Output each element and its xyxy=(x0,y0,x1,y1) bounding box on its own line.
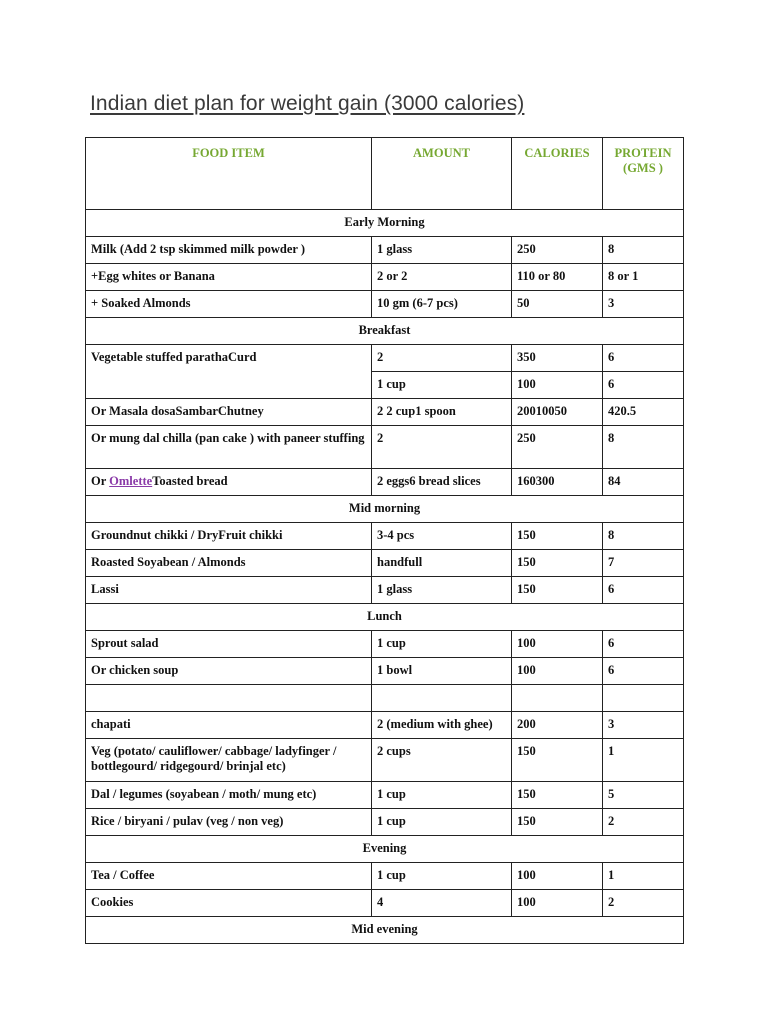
protein-cell: 2 xyxy=(603,890,684,917)
empty-row xyxy=(86,685,684,712)
header-row xyxy=(86,138,684,210)
protein-cell: 6 xyxy=(603,577,684,604)
amount-cell: 1 glass xyxy=(372,577,512,604)
amount-cell: 2 xyxy=(372,426,512,469)
food-cell: Roasted Soyabean / Almonds xyxy=(86,550,372,577)
protein-cell: 420.5 xyxy=(603,399,684,426)
table-row xyxy=(86,809,684,836)
protein-cell: 6 xyxy=(603,345,684,372)
amount-cell: 3-4 pcs xyxy=(372,523,512,550)
food-cell: Tea / Coffee xyxy=(86,863,372,890)
table-row xyxy=(86,237,684,264)
protein-cell: 84 xyxy=(603,469,684,496)
protein-cell: 5 xyxy=(603,782,684,809)
food-cell: Milk (Add 2 tsp skimmed milk powder ) xyxy=(86,237,372,264)
protein-cell: 1 xyxy=(603,739,684,782)
empty-cell xyxy=(86,685,372,712)
table-row xyxy=(86,469,684,496)
section-row xyxy=(86,604,684,631)
calories-cell: 100 xyxy=(512,631,603,658)
protein-cell: 1 xyxy=(603,863,684,890)
section-row xyxy=(86,836,684,863)
table-row xyxy=(86,658,684,685)
food-cell: chapati xyxy=(86,712,372,739)
amount-cell: 4 xyxy=(372,890,512,917)
calories-cell: 250 xyxy=(512,237,603,264)
protein-cell: 8 xyxy=(603,523,684,550)
empty-cell xyxy=(603,685,684,712)
section-lunch: Lunch xyxy=(86,604,684,631)
table-row xyxy=(86,712,684,739)
calories-cell: 150 xyxy=(512,782,603,809)
calories-cell: 200 xyxy=(512,712,603,739)
calories-cell: 20010050 xyxy=(512,399,603,426)
header-protein: PROTEIN (GMS ) xyxy=(603,138,684,210)
page-title: Indian diet plan for weight gain (3000 calories) xyxy=(90,92,525,115)
protein-cell: 3 xyxy=(603,291,684,318)
table-row xyxy=(86,782,684,809)
food-suffix: Toasted bread xyxy=(152,474,228,488)
protein-cell: 8 xyxy=(603,426,684,469)
table-row xyxy=(86,631,684,658)
calories-cell: 150 xyxy=(512,523,603,550)
section-early-morning: Early Morning xyxy=(86,210,684,237)
header-calories: CALORIES xyxy=(512,138,603,210)
table-row xyxy=(86,550,684,577)
calories-cell: 250 xyxy=(512,426,603,469)
food-cell: Dal / legumes (soyabean / moth/ mung etc) xyxy=(86,782,372,809)
food-cell: Or chicken soup xyxy=(86,658,372,685)
amount-cell: 10 gm (6-7 pcs) xyxy=(372,291,512,318)
section-row xyxy=(86,210,684,237)
section-row xyxy=(86,496,684,523)
table-row xyxy=(86,264,684,291)
calories-cell: 150 xyxy=(512,550,603,577)
calories-cell: 100 xyxy=(512,863,603,890)
amount-cell: 1 cup xyxy=(372,631,512,658)
food-cell: Veg (potato/ cauliflower/ cabbage/ ladyfinger / bottlegourd/ ridgegourd/ brinjal etc) xyxy=(86,739,372,782)
calories-cell: 100 xyxy=(512,890,603,917)
calories-cell: 350 xyxy=(512,345,603,372)
amount-cell: 1 cup xyxy=(372,863,512,890)
section-breakfast: Breakfast xyxy=(86,318,684,345)
section-row xyxy=(86,318,684,345)
table-row xyxy=(86,426,684,469)
food-prefix: Or xyxy=(91,474,110,488)
table-row xyxy=(86,291,684,318)
omlette-link[interactable]: Omlette xyxy=(109,474,153,488)
table-row xyxy=(86,345,684,372)
header-amount: AMOUNT xyxy=(372,138,512,210)
amount-cell: 2 or 2 xyxy=(372,264,512,291)
amount-cell: 2 2 cup1 spoon xyxy=(372,399,512,426)
table-row xyxy=(86,577,684,604)
food-cell: Groundnut chikki / DryFruit chikki xyxy=(86,523,372,550)
food-cell: + Soaked Almonds xyxy=(86,291,372,318)
empty-cell xyxy=(512,685,603,712)
calories-cell: 160300 xyxy=(512,469,603,496)
food-cell: Or mung dal chilla (pan cake ) with paneer stuffing xyxy=(86,426,372,469)
section-mid-evening: Mid evening xyxy=(86,917,684,944)
amount-cell: 1 glass xyxy=(372,237,512,264)
protein-cell: 2 xyxy=(603,809,684,836)
food-cell: Cookies xyxy=(86,890,372,917)
amount-cell: 2 eggs6 bread slices xyxy=(372,469,512,496)
calories-cell: 110 or 80 xyxy=(512,264,603,291)
table-row xyxy=(86,890,684,917)
food-cell: Or Masala dosaSambarChutney xyxy=(86,399,372,426)
food-cell: Rice / biryani / pulav (veg / non veg) xyxy=(86,809,372,836)
amount-cell: 1 cup xyxy=(372,809,512,836)
food-cell: +Egg whites or Banana xyxy=(86,264,372,291)
food-cell: Vegetable stuffed parathaCurd xyxy=(86,345,372,399)
empty-cell xyxy=(372,685,512,712)
protein-cell: 6 xyxy=(603,658,684,685)
table-row xyxy=(86,523,684,550)
food-cell: Lassi xyxy=(86,577,372,604)
calories-cell: 50 xyxy=(512,291,603,318)
amount-cell: 2 (medium with ghee) xyxy=(372,712,512,739)
protein-cell: 7 xyxy=(603,550,684,577)
section-mid-morning: Mid morning xyxy=(86,496,684,523)
amount-cell: handfull xyxy=(372,550,512,577)
header-food-item: FOOD ITEM xyxy=(86,138,372,210)
amount-cell: 2 cups xyxy=(372,739,512,782)
section-evening: Evening xyxy=(86,836,684,863)
protein-cell: 3 xyxy=(603,712,684,739)
amount-cell: 1 cup xyxy=(372,782,512,809)
calories-cell: 150 xyxy=(512,809,603,836)
protein-cell: 6 xyxy=(603,631,684,658)
diet-table xyxy=(85,137,684,944)
calories-cell: 150 xyxy=(512,577,603,604)
calories-cell: 150 xyxy=(512,739,603,782)
protein-cell: 8 or 1 xyxy=(603,264,684,291)
amount-cell: 1 bowl xyxy=(372,658,512,685)
protein-cell: 6 xyxy=(603,372,684,399)
amount-cell: 2 xyxy=(372,345,512,372)
food-cell xyxy=(86,469,372,496)
calories-cell: 100 xyxy=(512,372,603,399)
calories-cell: 100 xyxy=(512,658,603,685)
table-row xyxy=(86,739,684,782)
table-row xyxy=(86,863,684,890)
amount-cell: 1 cup xyxy=(372,372,512,399)
protein-cell: 8 xyxy=(603,237,684,264)
food-cell: Sprout salad xyxy=(86,631,372,658)
section-row xyxy=(86,917,684,944)
table-row xyxy=(86,399,684,426)
